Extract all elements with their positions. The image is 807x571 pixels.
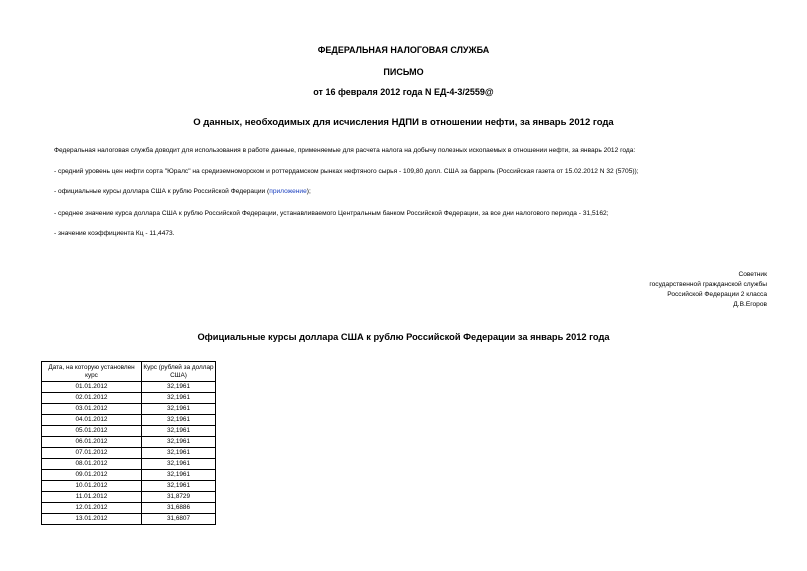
signature-block xyxy=(649,270,767,310)
column-header-date: Дата, на которую установлен курс xyxy=(42,362,142,382)
date-cell: 07.01.2012 xyxy=(42,448,142,459)
column-header-rate: Курс (рублей за доллар США) xyxy=(142,362,216,382)
rate-cell: 32,1961 xyxy=(142,382,216,393)
table-row xyxy=(42,481,216,492)
table-row xyxy=(42,404,216,415)
rate-cell: 32,1961 xyxy=(142,437,216,448)
date-cell: 05.01.2012 xyxy=(42,426,142,437)
date-cell: 03.01.2012 xyxy=(42,404,142,415)
table-row xyxy=(42,415,216,426)
date-cell: 01.01.2012 xyxy=(42,382,142,393)
average-rate-item: - среднее значение курса доллара США к рублю Российской Федерации, устанавливаемого Центральным банком Российской Федерации, за все дни налогового периода - 31,5162; xyxy=(54,210,609,217)
table-row xyxy=(42,448,216,459)
rate-cell: 31,6886 xyxy=(142,503,216,514)
rate-cell: 32,1961 xyxy=(142,393,216,404)
exchange-rates-item xyxy=(54,188,311,195)
rate-cell: 32,1961 xyxy=(142,470,216,481)
exchange-rates-text: - официальные курсы доллара США к рублю Российской Федерации ( xyxy=(54,188,270,195)
table-row xyxy=(42,470,216,481)
intro-paragraph: Федеральная налоговая служба доводит для использования в работе данные, применяемые для расчета налога на добычу полезных ископаемых в отношении нефти, за январь 2012 года: xyxy=(54,147,636,154)
urals-price-item: - средний уровень цен нефти сорта "Юралс" на средиземноморском и роттердамском рынках нефтяного сырья - 109,80 долл. США за баррель (Российская газета от 15.02.2012 N 32 (5705)); xyxy=(54,168,639,175)
table-row xyxy=(42,382,216,393)
table-row xyxy=(42,437,216,448)
date-cell: 10.01.2012 xyxy=(42,481,142,492)
table-row xyxy=(42,503,216,514)
coefficient-item: - значение коэффициента Кц - 11,4473. xyxy=(54,230,175,237)
rate-cell: 32,1961 xyxy=(142,459,216,470)
rate-cell: 32,1961 xyxy=(142,404,216,415)
rate-cell: 32,1961 xyxy=(142,426,216,437)
appendix-title: Официальные курсы доллара США к рублю Российской Федерации за январь 2012 года xyxy=(197,332,610,342)
table-header-row xyxy=(42,362,216,382)
date-cell: 06.01.2012 xyxy=(42,437,142,448)
table-row xyxy=(42,514,216,525)
agency-heading: ФЕДЕРАЛЬНАЯ НАЛОГОВАЯ СЛУЖБА xyxy=(317,45,490,55)
rate-cell: 31,8729 xyxy=(142,492,216,503)
exchange-rates-text-end: ); xyxy=(306,188,311,195)
signature-rank: государственной гражданской службы xyxy=(649,281,767,288)
rate-cell: 32,1961 xyxy=(142,415,216,426)
document-type-heading: ПИСЬМО xyxy=(383,67,424,77)
date-cell: 04.01.2012 xyxy=(42,415,142,426)
date-cell: 12.01.2012 xyxy=(42,503,142,514)
exchange-rates-table xyxy=(41,361,216,525)
rate-cell: 32,1961 xyxy=(142,448,216,459)
document-date-number: от 16 февраля 2012 года N ЕД-4-3/2559@ xyxy=(313,87,494,97)
signature-title: Советник xyxy=(738,271,767,278)
rate-cell: 32,1961 xyxy=(142,481,216,492)
date-cell: 11.01.2012 xyxy=(42,492,142,503)
appendix-link[interactable]: приложение xyxy=(269,188,307,195)
table-row xyxy=(42,393,216,404)
table-row xyxy=(42,492,216,503)
document-subject: О данных, необходимых для исчисления НДПИ в отношении нефти, за январь 2012 года xyxy=(193,117,614,128)
date-cell: 08.01.2012 xyxy=(42,459,142,470)
signature-class: Российской Федерации 2 класса xyxy=(667,291,767,298)
table-row xyxy=(42,459,216,470)
table-row xyxy=(42,426,216,437)
date-cell: 13.01.2012 xyxy=(42,514,142,525)
rate-cell: 31,6807 xyxy=(142,514,216,525)
date-cell: 02.01.2012 xyxy=(42,393,142,404)
signature-name: Д.В.Егоров xyxy=(733,301,767,308)
date-cell: 09.01.2012 xyxy=(42,470,142,481)
